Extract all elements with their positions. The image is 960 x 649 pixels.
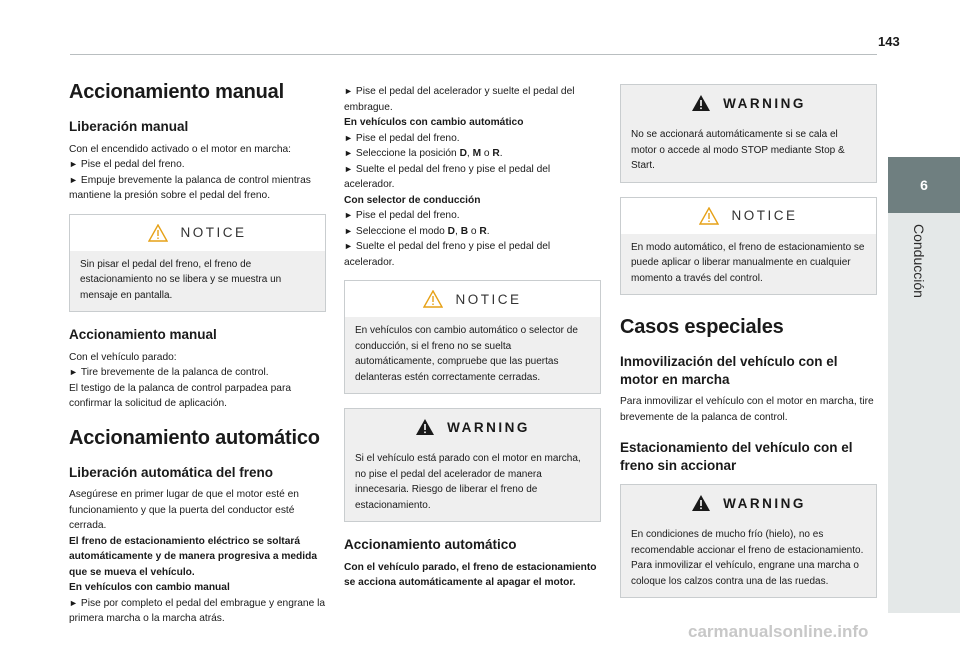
notice-title: NOTICE (731, 208, 798, 223)
bullet-step: ► Pise por completo el pedal del embrague y engrane la primera marcha o la marcha atrás. (69, 597, 326, 625)
warning-text: Si el vehículo está parado con el motor en marcha, no pise el pedal del acelerador de manera innecesaria. Riesgo de liberar el freno de estacionamiento. (355, 453, 581, 511)
bullet-arrow-icon: ► (344, 163, 353, 174)
warning-triangle-filled-icon (691, 494, 711, 512)
notice-title: NOTICE (455, 291, 522, 307)
warning-text: No se accionará automáticamente si se cala el motor o accede al modo STOP mediante Stop & Start. (631, 129, 845, 171)
subheading-manual-apply: Accionamiento manual (69, 327, 217, 343)
bullet-step: ► Pise el pedal del freno. (344, 132, 460, 144)
bullet-step: ► Suelte el pedal del freno y pise el pedal del acelerador. (344, 163, 551, 190)
column-1 (69, 80, 326, 627)
warning-text: En condiciones de mucho frío (hielo), no es recomendable accionar el freno de estacionamiento. (631, 529, 864, 556)
bullet-step: ► Seleccione la posición D, M o R. (344, 148, 503, 159)
page-number: 143 (878, 34, 900, 49)
warning-triangle-outline-icon (148, 224, 168, 242)
warning-title: WARNING (723, 495, 806, 511)
watermark: carmanualsonline.info (688, 622, 869, 641)
notice-title: NOTICE (180, 225, 247, 241)
paragraph: Para inmovilizar el vehículo con el motor en marcha, tire brevemente de la palanca de control. (620, 396, 874, 423)
bullet-arrow-icon: ► (344, 210, 353, 220)
chapter-title: Conducción (911, 224, 927, 298)
warning-box (620, 484, 877, 598)
chapter-tab[interactable]: 6 (888, 157, 960, 213)
warning-triangle-outline-icon (423, 290, 443, 308)
warning-triangle-outline-icon (699, 207, 719, 225)
bullet-arrow-icon: ► (344, 86, 353, 96)
warning-text: Para inmovilizar el vehículo, engrane una marcha o coloque los calzos contra una de las ruedas. (631, 560, 859, 587)
paragraph: Con el vehículo parado: (69, 351, 177, 363)
notice-text: Sin pisar el pedal del freno, el freno de estacionamiento no se libera y se muestra un mensaje en pantalla. (80, 258, 282, 301)
warning-title: WARNING (447, 419, 530, 435)
warning-box (344, 408, 601, 522)
bullet-arrow-icon: ► (344, 148, 353, 158)
column-3 (620, 80, 877, 612)
subheading-immobilization: Inmovilización del vehículo con el motor en marcha (620, 354, 838, 387)
notice-box (69, 214, 326, 313)
subheading-auto-release: Liberación automática del freno (69, 464, 274, 480)
subheading-parking-no-brake: Estacionamiento del vehículo con el freno sin accionar (620, 440, 853, 473)
bullet-arrow-icon: ► (69, 597, 78, 608)
paragraph-bold: El freno de estacionamiento eléctrico se soltará automáticamente y de manera progresiva a medida que se mueva el vehículo. (69, 535, 317, 578)
subheading-auto-apply: Accionamiento automático (344, 537, 517, 552)
bullet-arrow-icon: ► (344, 132, 353, 143)
bullet-step: ► Pise el pedal del freno. (69, 159, 185, 171)
bullet-arrow-icon: ► (69, 159, 78, 170)
notice-box (620, 197, 877, 296)
bullet-step: ► Pise el pedal del acelerador y suelte el pedal del embrague. (344, 86, 575, 113)
paragraph-bold: Con selector de conducción (344, 194, 481, 206)
bullet-step: ► Seleccione el modo D, B o R. (344, 225, 490, 237)
warning-triangle-filled-icon (415, 418, 435, 436)
bullet-arrow-icon: ► (69, 367, 78, 378)
bullet-step: ► Pise el pedal del freno. (344, 210, 460, 221)
bullet-arrow-icon: ► (69, 174, 78, 185)
column-2 (344, 84, 601, 591)
warning-box (620, 84, 877, 183)
paragraph: Asegúrese en primer lugar de que el motor esté en funcionamiento y que la puerta del conductor esté cerrada. (69, 489, 299, 532)
paragraph: El testigo de la palanca de control parpadea para confirmar la solicitud de aplicación. (69, 382, 292, 410)
section-heading-special-cases: Casos especiales (620, 316, 784, 338)
subheading-manual-release: Liberación manual (69, 119, 189, 134)
paragraph-bold: Con el vehículo parado, el freno de estacionamiento se acciona automáticamente al apagar el motor. (344, 561, 597, 589)
bullet-step: ► Suelte el pedal del freno y pise el pedal del acelerador. (344, 241, 551, 268)
bullet-arrow-icon: ► (344, 225, 353, 236)
paragraph-bold: En vehículos con cambio manual (69, 582, 230, 594)
paragraph: Con el encendido activado o el motor en marcha: (69, 143, 291, 155)
bullet-arrow-icon: ► (344, 241, 353, 251)
notice-box (344, 280, 601, 394)
bullet-step: ► Empuje brevemente la palanca de control mientras mantiene la presión sobre el pedal del freno. (69, 174, 311, 202)
paragraph-bold: En vehículos con cambio automático (344, 117, 524, 128)
notice-text: En vehículos con cambio automático o selector de conducción, si el freno no se suelta automáticamente, compruebe que las puertas delanteras estén correctamente cerradas. (355, 325, 578, 383)
warning-title: WARNING (723, 95, 806, 111)
notice-text: En modo automático, el freno de estacionamiento se puede aplicar o liberar manualmente en cualquier momento a través del control. (631, 241, 865, 284)
section-heading-manual: Accionamiento manual (69, 81, 284, 103)
header-divider (70, 54, 877, 55)
warning-triangle-filled-icon (691, 94, 711, 112)
bullet-step: ► Tire brevemente de la palanca de control. (69, 367, 269, 379)
section-heading-automatic: Accionamiento automático (69, 426, 320, 449)
